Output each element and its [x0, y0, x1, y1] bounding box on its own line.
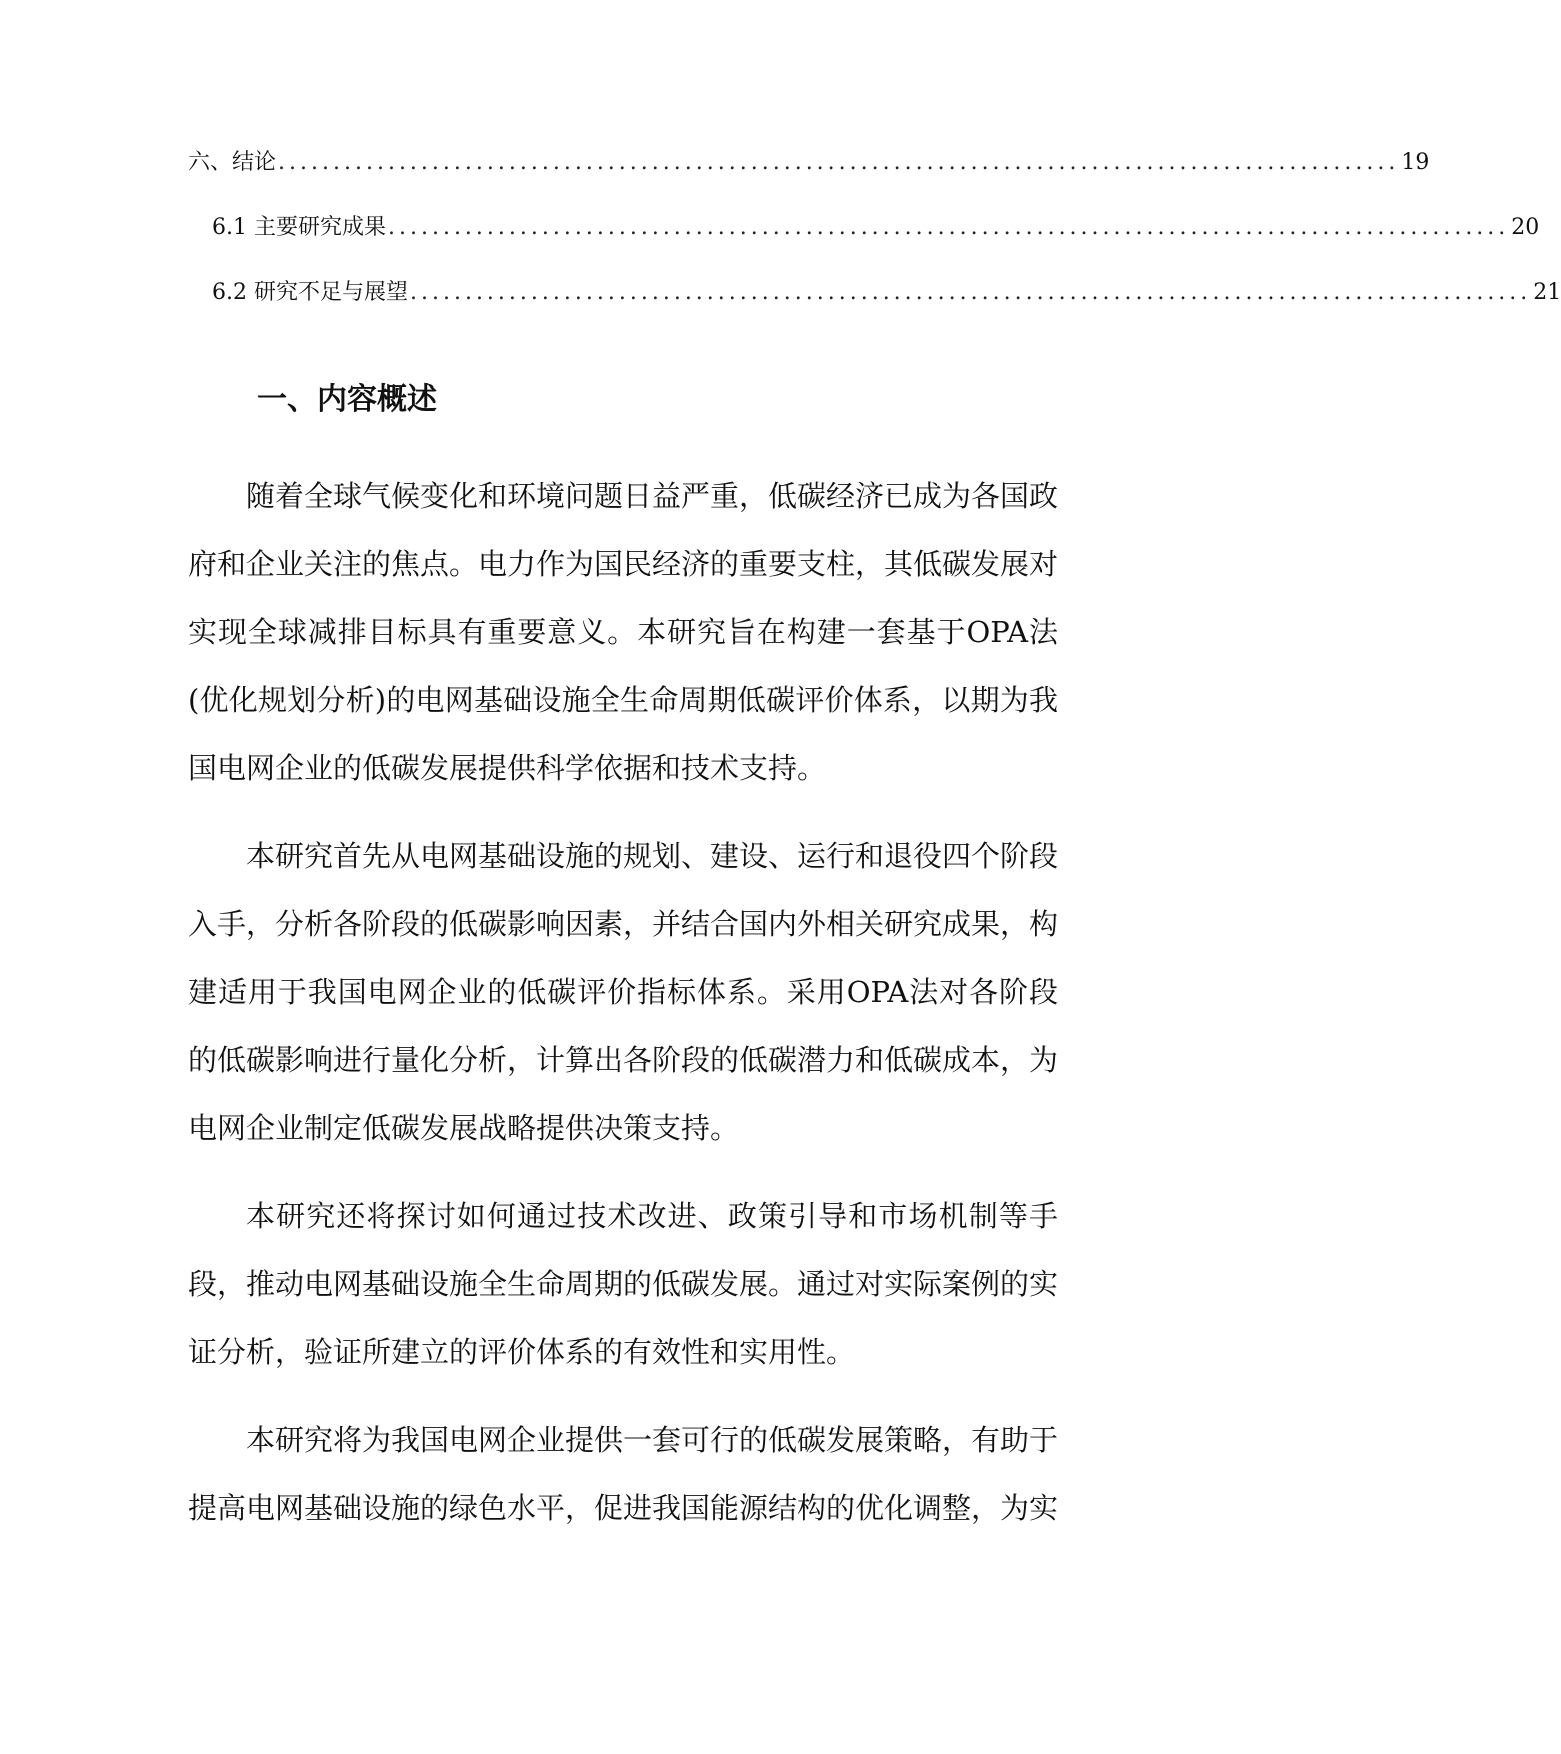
toc-entry-page: 20 [1511, 215, 1540, 240]
toc-leader-dots: ...................................................................................................... [387, 215, 1510, 240]
toc-entry-page: 19 [1401, 150, 1430, 175]
toc-leader-dots: ...................................................................................................... [278, 150, 1400, 175]
body-paragraph: 随着全球气候变化和环境问题日益严重，低碳经济已成为各国政府和企业关注的焦点。电力作为国民经济的重要支柱，其低碳发展对实现全球减排目标具有重要意义。本研究旨在构建一套基于OPA法(优化规划分析)的电网基础设施全生命周期低碳评价体系，以期为我国电网企业的低碳发展提供科学依据和技术支持。 [188, 479, 1059, 785]
section-heading: 一、内容概述 [257, 382, 437, 417]
toc-entry[interactable] [188, 148, 1430, 178]
toc-entry-page: 21 [1533, 280, 1561, 305]
section-body [188, 462, 1058, 1562]
toc-entry-title: 六、结论 [188, 150, 277, 175]
toc-entry-title: 6.1 主要研究成果 [212, 215, 386, 240]
toc-entry-title: 6.2 研究不足与展望 [212, 280, 408, 305]
body-paragraph: 本研究还将探讨如何通过技术改进、政策引导和市场机制等手段，推动电网基础设施全生命周期的低碳发展。通过对实际案例的实证分析，验证所建立的评价体系的有效性和实用性。 [188, 1199, 1059, 1369]
toc-leader-dots: ...................................................................................................... [409, 280, 1532, 305]
toc-entry[interactable] [188, 213, 1540, 243]
table-of-contents [188, 148, 1561, 343]
body-paragraph: 本研究首先从电网基础设施的规划、建设、运行和退役四个阶段入手，分析各阶段的低碳影响因素，并结合国内外相关研究成果，构建适用于我国电网企业的低碳评价指标体系。采用OPA法对各阶段的低碳影响进行量化分析，计算出各阶段的低碳潜力和低碳成本，为电网企业制定低碳发展战略提供决策支持。 [188, 839, 1059, 1145]
body-paragraph: 本研究将为我国电网企业提供一套可行的低碳发展策略，有助于提高电网基础设施的绿色水平，促进我国能源结构的优化调整，为实 [188, 1423, 1059, 1525]
toc-entry[interactable] [188, 278, 1561, 308]
